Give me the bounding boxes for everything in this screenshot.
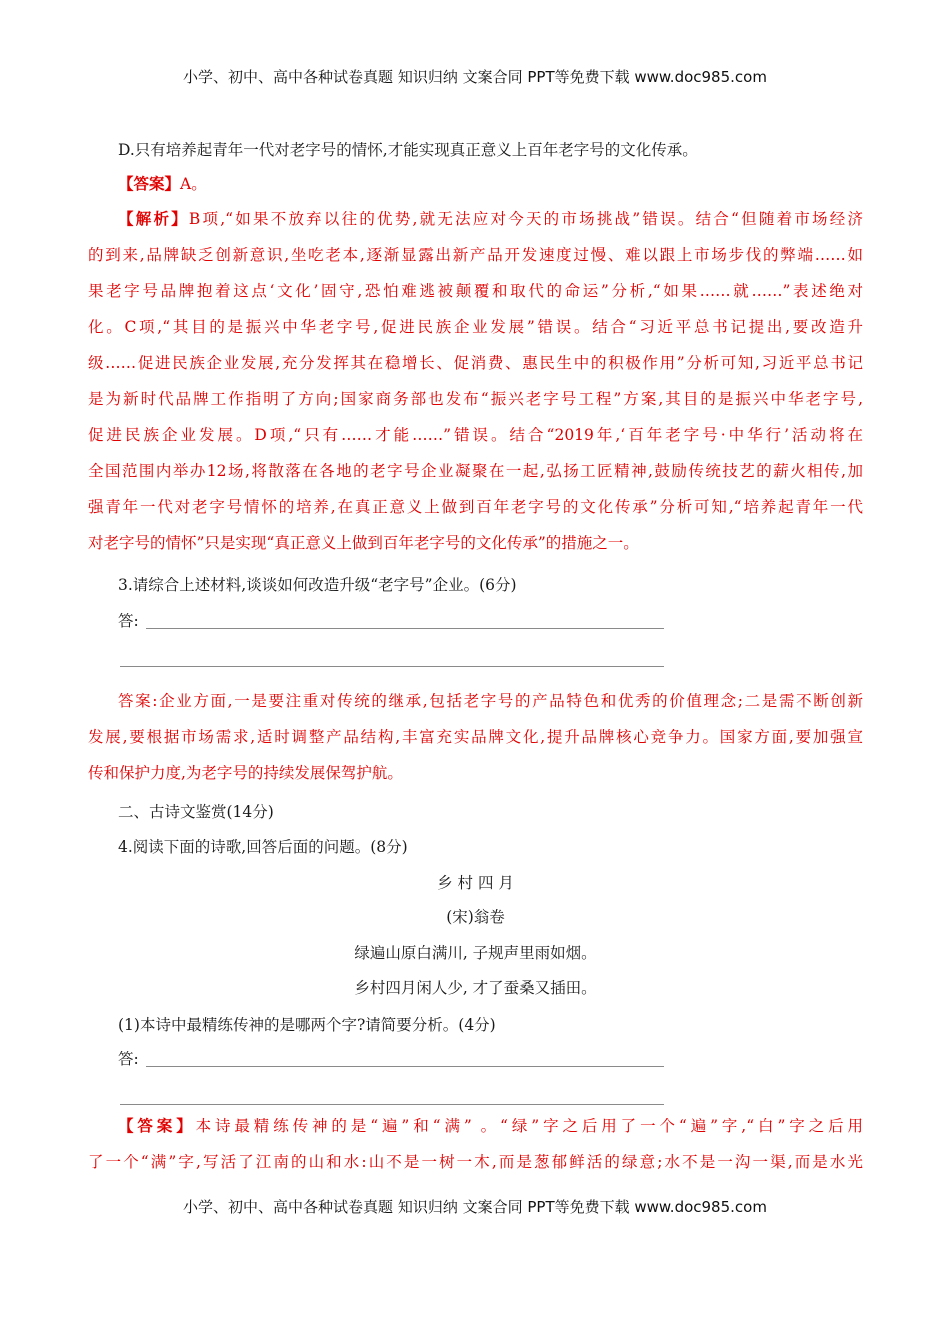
answer-1-text: A。 xyxy=(180,175,207,193)
q4-answer-text-0: 本诗最精练传神的是“遍”和“满” 。“绿”字之后用了一个“遍”字,“白”字之后用 xyxy=(195,1117,863,1135)
q3-answer-prefix: 答: xyxy=(118,612,139,630)
section-2-heading: 二、古诗文鉴赏(14分) xyxy=(118,803,274,821)
q3-answer-line-0: 答案:企业方面,一是要注重对传统的继承,包括老字号的产品特色和优秀的价值理念;二是需不断创新 xyxy=(118,692,863,710)
q3-answer-blank-2[interactable] xyxy=(120,666,664,667)
q3-answer-line-1: 发展,要根据市场需求,适时调整产品结构,丰富充实品牌文化,提升品牌核心竞争力。国家方面,要加强宣 xyxy=(88,728,863,746)
q3-prompt: 3.请综合上述材料,谈谈如何改造升级“老字号”企业。(6分) xyxy=(118,576,517,594)
poem-line-1: 绿遍山原白满川, 子规声里雨如烟。 xyxy=(354,944,597,962)
analysis-line-7: 全国范围内举办12场,将散落在各地的老字号企业凝聚在一起,弘扬工匠精神,鼓励传统技艺的薪火相传,加 xyxy=(88,462,863,480)
page-footer: 小学、初中、高中各种试卷真题 知识归纳 文案合同 PPT等免费下载 www.doc985.com xyxy=(183,1198,767,1216)
analysis-line-6: 促进民族企业发展。D项,“只有……才能……”错误。结合“2019年,‘百年老字号·中华行’活动将在 xyxy=(88,426,863,444)
page-header: 小学、初中、高中各种试卷真题 知识归纳 文案合同 PPT等免费下载 www.doc985.com xyxy=(183,68,767,86)
q4-answer-label: 【答案】 xyxy=(118,1116,196,1135)
analysis-text-0: B项,“如果不放弃以往的优势,就无法应对今天的市场挑战”错误。结合“但随着市场经济 xyxy=(188,210,863,228)
analysis-line-4: 级……促进民族企业发展,充分发挥其在稳增长、促消费、惠民生中的积极作用”分析可知,习近平总书记 xyxy=(88,354,864,372)
analysis-line-1: 的到来,品牌缺乏创新意识,坐吃老本,逐渐显露出新产品开发速度过慢、难以跟上市场步伐的弊端……如 xyxy=(88,246,863,264)
poem-author: (宋)翁卷 xyxy=(446,908,505,926)
q4-answer-prefix: 答: xyxy=(118,1050,139,1068)
q3-answer-line-2: 传和保护力度,为老字号的持续发展保驾护航。 xyxy=(88,764,403,782)
analysis-line-3: 化。C项,“其目的是振兴中华老字号,促进民族企业发展”错误。结合“习近平总书记提出,要改造升 xyxy=(88,318,863,336)
answer-1 xyxy=(88,173,207,195)
q4-answer-line-0 xyxy=(88,1115,863,1137)
analysis-line-9: 对老字号的情怀”只是实现“真正意义上做到百年老字号的文化传承”的措施之一。 xyxy=(88,534,639,552)
option-d: D.只有培养起青年一代对老字号的情怀,才能实现真正意义上百年老字号的文化传承。 xyxy=(118,141,698,159)
q4-answer-blank-2[interactable] xyxy=(120,1104,664,1105)
analysis-line-2: 果老字号品牌抱着这点‘文化’固守,恐怕难逃被颠覆和取代的命运”分析,“如果……就……”表述绝对 xyxy=(88,282,863,300)
q3-answer-blank-1[interactable] xyxy=(146,628,664,629)
analysis-line-8: 强青年一代对老字号情怀的培养,在真正意义上做到百年老字号的文化传承”分析可知,“培养起青年一代 xyxy=(88,498,863,516)
q4-prompt: 4.阅读下面的诗歌,回答后面的问题。(8分) xyxy=(118,838,408,856)
analysis-label: 【解析】 xyxy=(118,209,189,228)
poem-line-2: 乡村四月闲人少, 才了蚕桑又插田。 xyxy=(354,979,597,997)
q4-answer-blank-1[interactable] xyxy=(146,1066,664,1067)
q4-answer-line-1: 了一个“满”字,写活了江南的山和水:山不是一树一木,而是葱郁鲜活的绿意;水不是一沟一渠,而是水光 xyxy=(88,1153,863,1171)
poem-title: 乡 村 四 月 xyxy=(437,874,514,892)
analysis-line-5: 是为新时代品牌工作指明了方向;国家商务部也发布“振兴老字号工程”方案,其目的是振兴中华老字号, xyxy=(88,390,863,408)
q4-sub-1: (1)本诗中最精练传神的是哪两个字?请简要分析。(4分) xyxy=(118,1016,496,1034)
answer-1-label: 【答案】 xyxy=(118,174,181,193)
analysis-line-0 xyxy=(88,208,863,230)
